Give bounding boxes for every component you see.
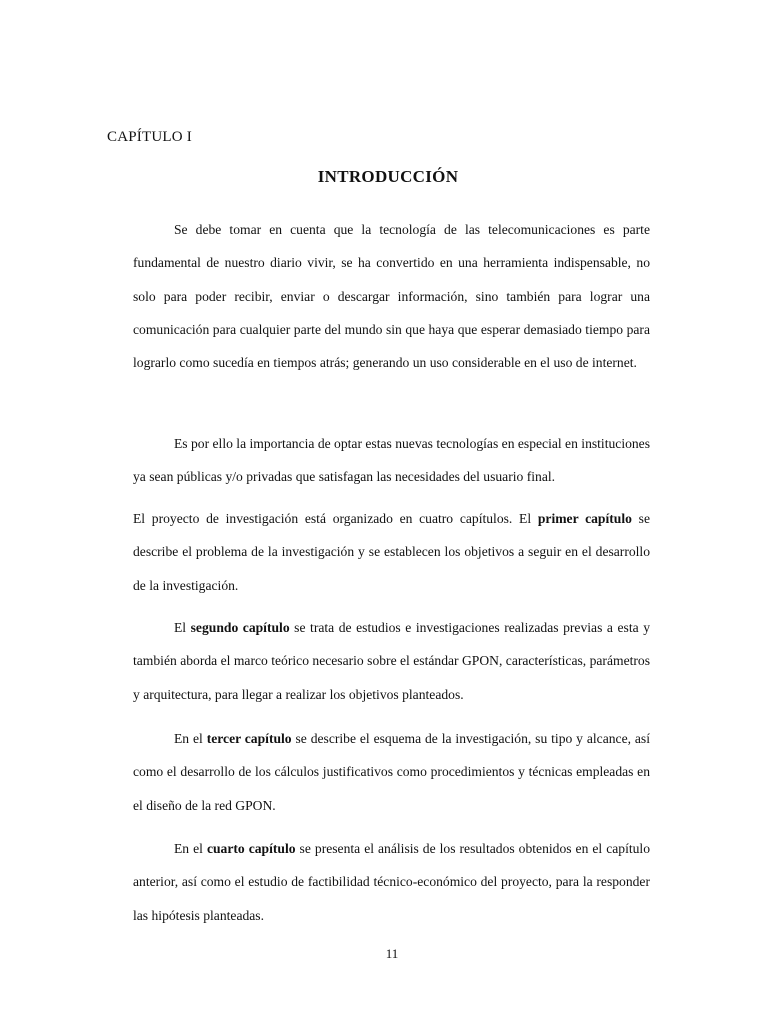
paragraph-5-text-b: se describe el esquema de la investigación, su tipo y alcance, así como el desarrollo de los cálculos justificativos como procedimientos y técnicas empleadas en el diseño de la red GPON. [133,731,650,813]
paragraph-1-block [133,213,650,379]
paragraph-3-text-b: se describe el problema de la investigación y se establecen los objetivos a seguir en el desarrollo de la investigación. [133,511,650,593]
page-number: 11 [385,946,399,961]
paragraph-6-block [133,832,650,932]
paragraph-4-emphasis: segundo capítulo [190,620,290,635]
paragraph-1: Se debe tomar en cuenta que la tecnología de las telecomunicaciones es parte fundamental de nuestro diario vivir, se ha convertido en una herramienta indispensable, no solo para poder recibir, enviar o descargar información, sino también para lograr una comunicación para cualquier parte del mundo sin que haya que esperar demasiado tiempo para lograrlo como sucedía en tiempos atrás; generando un uso considerable en el uso de internet. [133,222,650,371]
paragraph-5-emphasis: tercer capítulo [206,731,292,746]
paragraph-4-text-b: se trata de estudios e investigaciones realizadas previas a esta y también aborda el marco teórico necesario sobre el estándar GPON, características, parámetros y arquitectura, para llegar a realizar los objetivos planteados. [133,620,650,702]
paragraph-3 [133,502,650,602]
page-title: INTRODUCCIÓN [317,167,459,186]
paragraph-2: Es por ello la importancia de optar estas nuevas tecnologías en especial en instituciones ya sean públicas y/o privadas que satisfagan las necesidades del usuario final. [133,436,651,485]
paragraph-6-text-b: se presenta el análisis de los resultados obtenidos en el capítulo anterior, así como el estudio de factibilidad técnico-económico del proyecto, para la responder las hipótesis planteadas. [133,841,650,923]
paragraph-3-text-a: El proyecto de investigación está organizado en cuatro capítulos. El [133,511,538,526]
paragraph-3-emphasis: primer capítulo [537,511,632,526]
paragraph-6-emphasis: cuarto capítulo [206,841,296,856]
paragraph-2-block [133,427,650,494]
paragraph-4-text-a: El [174,620,191,635]
paragraph-6 [133,832,650,932]
paragraph-5 [133,722,650,822]
paragraph-4-block [133,611,650,711]
chapter-label: CAPÍTULO I [107,129,192,145]
paragraph-4 [133,611,650,711]
paragraph-5-block [133,722,650,822]
paragraph-6-text-a: En el [174,841,207,856]
paragraph-5-text-a: En el [174,731,207,746]
paragraph-3-block [133,502,650,602]
